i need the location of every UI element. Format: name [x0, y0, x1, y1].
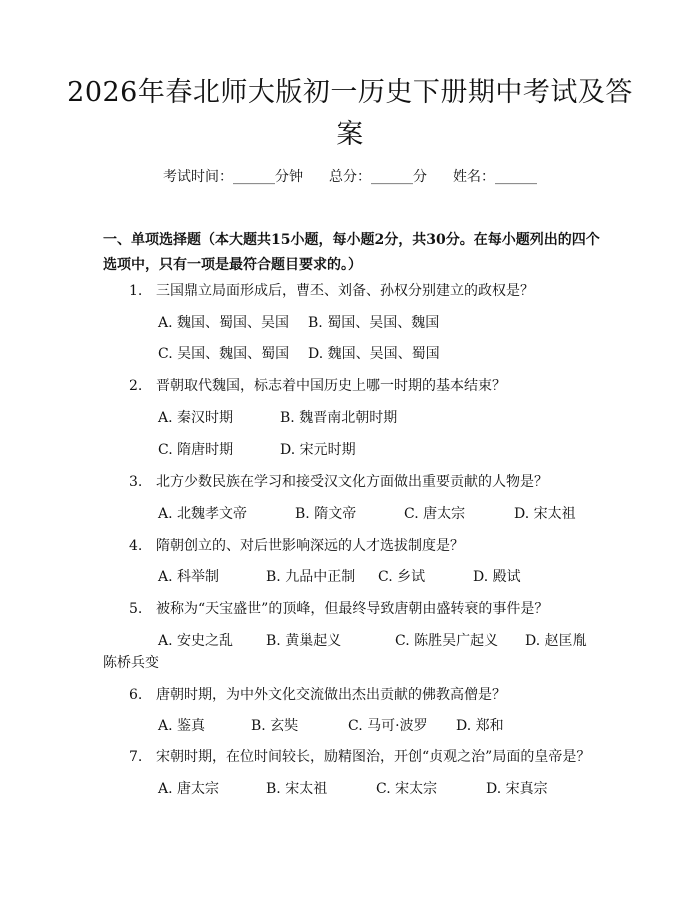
question-number: 3. [129, 474, 143, 490]
question-number: 4. [129, 538, 143, 554]
option-b: B. 九品中正制 [266, 569, 356, 585]
student-name-field: 姓名：______ [453, 169, 537, 185]
question-2-options-row-1 [158, 408, 558, 428]
question-number: 5. [129, 601, 143, 617]
question-3-options [158, 504, 578, 524]
option-c: C. 隋唐时期 [158, 442, 234, 458]
question-4 [103, 536, 603, 556]
question-1-options-row-2 [158, 344, 558, 364]
question-5-options [158, 631, 598, 651]
option-c: C. 马可·波罗 [348, 718, 428, 734]
option-c: C. 吴国、魏国、蜀国 [158, 346, 290, 362]
option-b: B. 魏晋南北朝时期 [280, 410, 398, 426]
exam-time-field: 考试时间：______分钟 [163, 169, 303, 185]
option-b: B. 玄奘 [251, 718, 299, 734]
question-text: 晋朝取代魏国，标志着中国历史上哪一时期的基本结束？ [156, 378, 506, 394]
option-c: C. 宋太宗 [376, 781, 438, 797]
page-title: 2026年春北师大版初一历史下册期中考试及答案 [67, 77, 633, 150]
question-text: 隋朝创立的、对后世影响深远的人才选拔制度是？ [156, 538, 464, 554]
option-d: D. 宋元时期 [280, 442, 356, 458]
total-score-field: 总分：______分 [329, 169, 427, 185]
option-b: B. 宋太祖 [266, 781, 328, 797]
question-6-options [158, 716, 558, 736]
question-number: 7. [129, 749, 143, 765]
question-3 [103, 472, 603, 492]
option-b: B. 黄巢起义 [266, 633, 342, 649]
question-number: 1. [129, 283, 143, 299]
option-a: A. 唐太宗 [158, 781, 220, 797]
option-d: D. 宋太祖 [514, 506, 576, 522]
option-c: C. 乡试 [378, 569, 426, 585]
question-2-options-row-2 [158, 440, 558, 460]
section-heading: 一、单项选择题（本大题共15小题，每小题2分，共30分。在每小题列出的四个选项中，只有一项是最符合题目要求的。） [103, 232, 600, 273]
question-1 [103, 281, 603, 301]
option-a: A. 安史之乱 [158, 633, 234, 649]
option-b: B. 隋文帝 [295, 506, 357, 522]
option-a: A. 魏国、蜀国、吴国 [158, 315, 290, 331]
option-a: A. 鉴真 [158, 718, 206, 734]
question-1-options-row-1 [158, 313, 558, 333]
option-a: A. 科举制 [158, 569, 220, 585]
question-text: 宋朝时期，在位时间较长，励精图治，开创“贞观之治”局面的皇帝是？ [156, 749, 591, 765]
option-d: D. 魏国、吴国、蜀国 [308, 346, 440, 362]
question-2 [103, 376, 603, 396]
option-c: C. 陈胜吴广起义 [395, 633, 499, 649]
question-5 [103, 599, 603, 619]
exam-info-line [0, 167, 700, 187]
option-a: A. 秦汉时期 [158, 410, 234, 426]
question-text: 被称为“天宝盛世”的顶峰，但最终导致唐朝由盛转衰的事件是？ [156, 601, 549, 617]
question-7-options [158, 779, 578, 799]
question-text: 唐朝时期，为中外文化交流做出杰出贡献的佛教高僧是？ [156, 687, 506, 703]
question-4-options [158, 567, 578, 587]
option-d-continued: 陈桥兵变 [103, 655, 159, 671]
question-text: 北方少数民族在学习和接受汉文化方面做出重要贡献的人物是？ [156, 474, 548, 490]
question-number: 6. [129, 687, 143, 703]
option-c: C. 唐太宗 [404, 506, 466, 522]
option-d: D. 殿试 [473, 569, 521, 585]
question-6 [103, 685, 603, 705]
option-d: D. 郑和 [456, 718, 504, 734]
option-b: B. 蜀国、吴国、魏国 [308, 315, 440, 331]
option-d: D. 赵匡胤 [525, 633, 587, 649]
option-d: D. 宋真宗 [486, 781, 548, 797]
question-number: 2. [129, 378, 143, 394]
option-a: A. 北魏孝文帝 [158, 506, 248, 522]
question-7 [103, 747, 623, 767]
question-text: 三国鼎立局面形成后，曹丕、刘备、孙权分别建立的政权是？ [156, 283, 534, 299]
